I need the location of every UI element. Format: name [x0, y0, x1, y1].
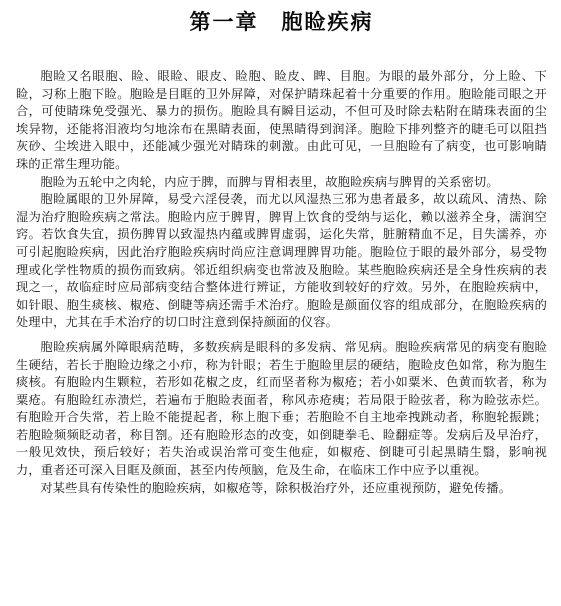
chapter-body	[16, 68, 547, 497]
paragraph-diseases: 胞睑疾病属外障眼病范畴，多数疾病是眼科的多发病、常见病。胞睑疾病常见的病变有胞睑生硬结，若长于胞睑边缘之小疖，称为针眼；若生于胞睑里层的硬结，胞睑皮色如常，称为胞生痰核。有胞睑内生颗粒，若形如花椒之皮，红而坚者称为椒疮；若小如粟米、色黄而软者，称为粟疮。有胞睑红赤溃烂，若遍布于胞睑表面者，称风赤疮痍；若局限于睑弦者，称为睑弦赤烂。有胞睑开合失常，若上睑不能提起者，称上胞下垂；若胞睑不自主地牵拽跳动者，称胞轮振跳；若胞睑频频眨动者，称目劄。还有胞睑形态的改变，如倒睫拳毛、睑翻症等。发病后及早治疗，一般见效快，预后较好；若失治或误治常可变生他症，如椒疮、倒睫可引起黑睛生翳，影响视力，重者还可深入目眶及颜面，甚至内传颅脑，危及生命，在临床工作中应予以重视。	[16, 339, 547, 478]
paragraph-pathogenesis: 胞睑属眼的卫外屏障，易受六淫侵袭，而尤以风湿热三邪为患者最多，故以疏风、清热、除湿为治疗胞睑疾病之常法。胞睑内应于脾胃，脾胃上饮食的受纳与运化，赖以滋养全身，濡润空窍。若饮食失宜，损伤脾胃以致湿热内蕴或脾胃虚弱，运化失常，脏腑精血不足，目失濡养，亦可引起胞睑疾病，因此治疗胞睑疾病时尚应注意调理脾胃功能。胞睑位于眼的最外部分，易受物理或化学性物质的损伤而致病。邻近组织病变也常波及胞睑。某些胞睑疾病还是全身性疾病的表现之一，故临症时应局部病变结合整体进行辨证，方能收到较好的疗效。另外，在胞睑疾病中，如针眼、胞生痰核、椒疮、倒睫等病还需手术治疗。胞睑是颜面仪容的组成部分，在胞睑疾病的处理中，尤其在手术治疗的切口时注意到保持颜面的仪容。	[16, 192, 547, 330]
paragraph-wheel: 胞睑为五轮中之肉轮，内应于脾，而脾与胃相表里，故胞睑疾病与脾胃的关系密切。	[40, 174, 499, 189]
chapter-title: 第一章 胞睑疾病	[189, 9, 374, 34]
paragraph-prevention: 对某些具有传染性的胞睑疾病，如椒疮等，除积极治疗外，还应重视预防，避免传播。	[40, 480, 512, 495]
paragraph-intro: 胞睑又名眼胞、睑、眼睑、眼皮、睑胞、睑皮、睥、目胞。为眼的最外部分，分上睑、下睑，习称上胞下睑。胞睑是目眶的卫外屏障，对保护睛珠起着十分重要的作用。胞睑能司眼之开合，可使睛珠免受强光、暴力的损伤。胞睑具有瞬目运动，不但可及时除去粘附在睛珠表面的尘埃异物，还能将泪液均匀地涂布在黑睛表面，使黑睛得到润泽。胞睑下排列整齐的睫毛可以阻挡灰砂、尘埃进入眼中，还能减少强光对睛珠的刺激。由此可见，一旦胞睑有了病变，也可影响睛珠的正常生理功能。	[16, 69, 547, 171]
paragraph-spacer	[16, 332, 547, 339]
